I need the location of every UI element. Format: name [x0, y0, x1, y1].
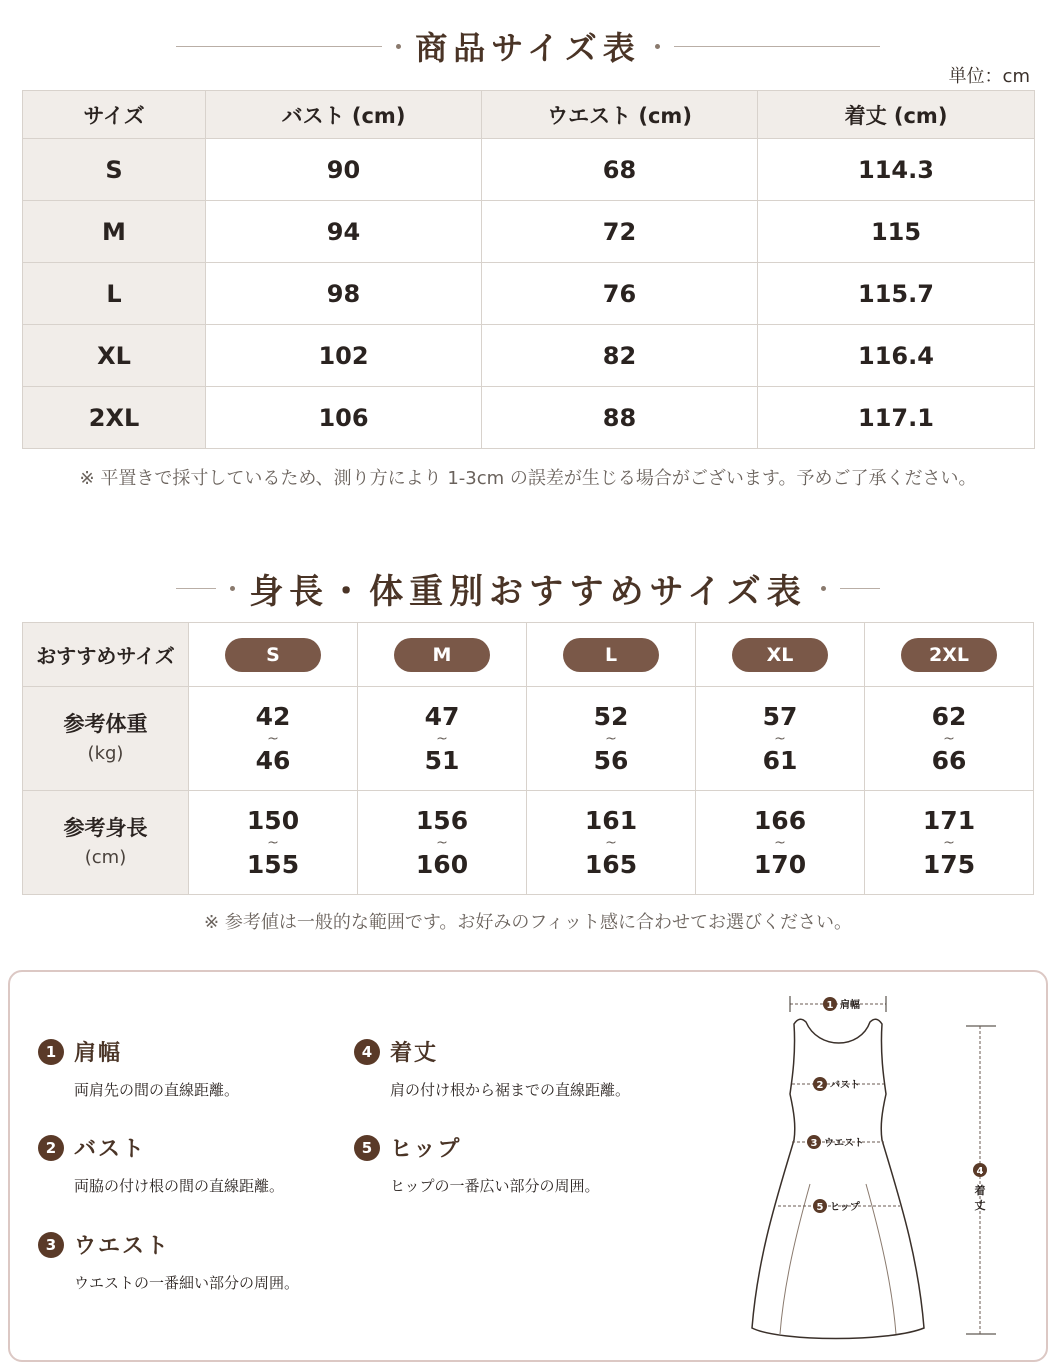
- height-range-cell: [865, 791, 1034, 895]
- table-row: [23, 201, 1035, 263]
- range-max: 61: [762, 745, 798, 775]
- measurement-title: ヒップ: [390, 1137, 462, 1162]
- table-row: [23, 139, 1035, 201]
- title-dot-left: [396, 44, 401, 49]
- range-separator: ~: [605, 834, 617, 851]
- range-min: 171: [922, 805, 976, 835]
- range-min: 57: [762, 701, 798, 731]
- hip-label: ヒップ: [830, 1202, 860, 1213]
- range-separator: ~: [267, 834, 279, 851]
- weight-unit: (kg): [87, 742, 124, 764]
- range-separator: ~: [774, 834, 786, 851]
- height-label-cell: [23, 791, 189, 895]
- length-badge-num: 4: [976, 1166, 984, 1177]
- title-rule-right: [840, 588, 880, 589]
- length-cell: 115: [758, 201, 1035, 263]
- measurement-head: [354, 1036, 630, 1067]
- dress-diagram: [740, 984, 1010, 1354]
- recommend-chart-note: ※ 参考値は一般的な範囲です。お好みのフィット感に合わせてお選びください。: [204, 912, 852, 933]
- measurement-head: [38, 1036, 239, 1067]
- size-pill-l: L: [563, 638, 659, 672]
- range-separator: ~: [267, 730, 279, 747]
- number-badge-icon: 3: [38, 1232, 64, 1258]
- height-range-cell: [527, 791, 696, 895]
- size-pill-m: M: [394, 638, 490, 672]
- weight-label-cell: [23, 687, 189, 791]
- recommend-chart-table: [22, 622, 1034, 895]
- size-pill-cell: [189, 623, 358, 687]
- height-unit: (cm): [84, 846, 127, 868]
- weight-row: [23, 687, 1034, 791]
- bust-badge-num: 2: [816, 1080, 824, 1091]
- size-chart-table: [22, 90, 1035, 449]
- range-separator: ~: [436, 730, 448, 747]
- bust-cell: 94: [206, 201, 482, 263]
- size-cell: S: [23, 139, 206, 201]
- range-min: 166: [753, 805, 807, 835]
- shoulder-label: 肩幅: [840, 1000, 860, 1011]
- title-rule-right: [674, 46, 880, 47]
- height-label: 参考身長: [63, 815, 148, 840]
- size-chart-title-row: [0, 24, 1056, 68]
- size-cell: 2XL: [23, 387, 206, 449]
- length-cell: 117.1: [758, 387, 1035, 449]
- weight-range-cell: [527, 687, 696, 791]
- weight-range-cell: [696, 687, 865, 791]
- title-dot-left: [230, 586, 235, 591]
- range-max: 51: [424, 745, 460, 775]
- range-max: 165: [584, 849, 638, 879]
- range-separator: ~: [605, 730, 617, 747]
- height-range-cell: [696, 791, 865, 895]
- range-min: 47: [424, 701, 460, 731]
- title-rule-left: [176, 46, 382, 47]
- length-cell: 116.4: [758, 325, 1035, 387]
- range-max: 170: [753, 849, 807, 879]
- bust-cell: 98: [206, 263, 482, 325]
- range-separator: ~: [943, 730, 955, 747]
- range-max: 160: [415, 849, 469, 879]
- measurement-item-hip: [354, 1132, 600, 1196]
- range-min: 42: [255, 701, 291, 731]
- size-cell: L: [23, 263, 206, 325]
- number-badge-icon: 4: [354, 1039, 380, 1065]
- size-pill-2xl: 2XL: [901, 638, 997, 672]
- height-range-cell: [189, 791, 358, 895]
- title-dot-right: [821, 586, 826, 591]
- weight-range-cell: [358, 687, 527, 791]
- height-range-cell: [358, 791, 527, 895]
- header-waist: ウエスト (cm): [482, 91, 758, 139]
- waist-badge-num: 3: [810, 1138, 818, 1149]
- waist-cell: 72: [482, 201, 758, 263]
- size-pill-cell: [865, 623, 1034, 687]
- size-pill-s: S: [225, 638, 321, 672]
- waist-label: ウエスト: [824, 1138, 864, 1149]
- measurement-head: [38, 1229, 299, 1260]
- measurement-desc: 肩の付け根から裾までの直線距離。: [390, 1081, 631, 1099]
- range-min: 52: [593, 701, 629, 731]
- recommend-chart-title: 身長・体重別おすすめサイズ表: [249, 571, 807, 612]
- shoulder-badge-num: 1: [826, 1000, 834, 1011]
- range-max: 155: [246, 849, 300, 879]
- size-cell: XL: [23, 325, 206, 387]
- size-chart-note: ※ 平置きで採寸しているため、測り方により 1-3cm の誤差が生じる場合がございます。予めご了承ください。: [79, 468, 977, 489]
- recommend-size-row: [23, 623, 1034, 687]
- waist-cell: 88: [482, 387, 758, 449]
- measurement-title: 着丈: [390, 1041, 439, 1066]
- measurement-title: 肩幅: [74, 1041, 123, 1066]
- range-separator: ~: [436, 834, 448, 851]
- title-rule-left: [176, 588, 216, 589]
- dress-outline: [752, 1019, 924, 1338]
- measurement-desc: 両肩先の間の直線距離。: [74, 1081, 240, 1099]
- measurement-title: バスト: [74, 1137, 147, 1162]
- range-separator: ~: [943, 834, 955, 851]
- length-label-1: 着: [974, 1184, 986, 1197]
- range-min: 161: [584, 805, 638, 835]
- table-row: [23, 263, 1035, 325]
- measurement-desc: ウエストの一番細い部分の周囲。: [74, 1274, 300, 1292]
- measurement-item-waist: [38, 1229, 299, 1293]
- waist-cell: 68: [482, 139, 758, 201]
- title-dot-right: [655, 44, 660, 49]
- measurement-item-length: [354, 1036, 630, 1100]
- measurement-desc: 両脇の付け根の間の直線距離。: [74, 1177, 285, 1195]
- measurement-title: ウエスト: [74, 1234, 171, 1259]
- measurement-item-bust: [38, 1132, 284, 1196]
- waist-cell: 76: [482, 263, 758, 325]
- range-max: 46: [255, 745, 291, 775]
- range-max: 175: [922, 849, 976, 879]
- size-pill-cell: [696, 623, 865, 687]
- header-bust: バスト (cm): [206, 91, 482, 139]
- table-row: [23, 387, 1035, 449]
- size-cell: M: [23, 201, 206, 263]
- range-max: 56: [593, 745, 629, 775]
- length-label-2: 丈: [974, 1199, 986, 1212]
- bust-label: バスト: [830, 1080, 860, 1091]
- height-row: [23, 791, 1034, 895]
- number-badge-icon: 5: [354, 1135, 380, 1161]
- weight-label: 参考体重: [63, 711, 148, 736]
- hip-badge-num: 5: [816, 1202, 824, 1213]
- size-pill-cell: [527, 623, 696, 687]
- measurement-head: [38, 1132, 284, 1163]
- size-pill-xl: XL: [732, 638, 828, 672]
- bust-cell: 90: [206, 139, 482, 201]
- range-min: 150: [246, 805, 300, 835]
- range-min: 156: [415, 805, 469, 835]
- recommend-chart-title-row: [0, 564, 1056, 612]
- length-cell: 115.7: [758, 263, 1035, 325]
- weight-range-cell: [865, 687, 1034, 791]
- size-pill-cell: [358, 623, 527, 687]
- size-chart-title: 商品サイズ表: [415, 29, 641, 67]
- unit-label: 単位：cm: [948, 66, 1030, 87]
- range-min: 62: [931, 701, 967, 731]
- range-max: 66: [931, 745, 967, 775]
- measurement-desc: ヒップの一番広い部分の周囲。: [390, 1177, 600, 1195]
- table-row: [23, 325, 1035, 387]
- number-badge-icon: 1: [38, 1039, 64, 1065]
- header-size: サイズ: [23, 91, 206, 139]
- bust-cell: 106: [206, 387, 482, 449]
- length-cell: 114.3: [758, 139, 1035, 201]
- waist-cell: 82: [482, 325, 758, 387]
- size-chart-header-row: [23, 91, 1035, 139]
- bust-cell: 102: [206, 325, 482, 387]
- measurement-item-shoulder: [38, 1036, 239, 1100]
- number-badge-icon: 2: [38, 1135, 64, 1161]
- weight-range-cell: [189, 687, 358, 791]
- measurement-head: [354, 1132, 600, 1163]
- header-length: 着丈 (cm): [758, 91, 1035, 139]
- recommend-size-label: おすすめサイズ: [23, 623, 189, 687]
- range-separator: ~: [774, 730, 786, 747]
